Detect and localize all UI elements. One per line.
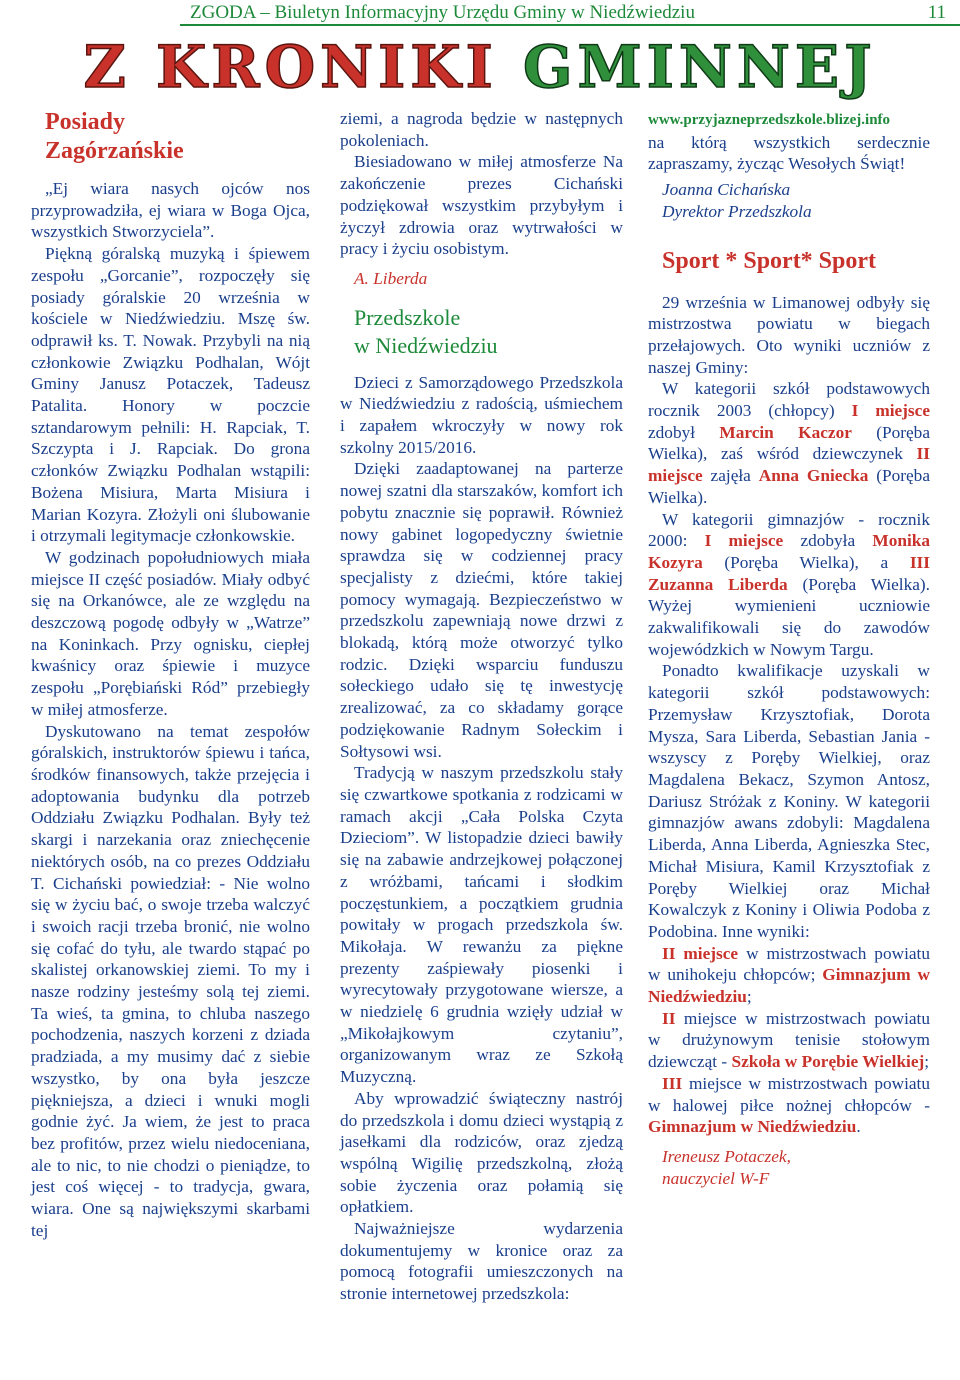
school-name: Gimnazjum w Niedźwiedziu [648, 965, 931, 1007]
text-run: ; [746, 987, 752, 1007]
masthead-part2: GMINNEJ [523, 33, 877, 101]
article2-signature-name: Joanna Cichańska [662, 180, 791, 200]
athlete-name: Monika Kozyra [648, 531, 931, 572]
article1-paragraph: Piękną góralską muzyką i śpiewem zespołu „Gorcanie”, rozpoczęły się posiady góralskie 20 września w kościele w Niedźwiedziu. Mszę św. odprawił ks. T. Nowak. Przybyli na nią członkowie Związku Podhalan, Wójt Gminy Janusz Potaczek, Tadeusz Patalita. Honory w poczcie sztandarowym pełnili: H. Rapciak, T. Szczypta i J. Rapciak. Do grona członków Związku Podhalan wstąpili: Bożena Misiura, Marta Misiura i Marian Kozyra. Złożyli oni ślubowanie i otrzymali legitymacje członkowskie. [31, 244, 310, 546]
column-3 [648, 108, 930, 1189]
placement: II miejsce [662, 943, 739, 963]
article3-title: Sport * Sport* Sport [662, 247, 877, 274]
article2-paragraph: Tradycją w naszym przedszkolu stały się czwartkowe spotkania z rodzicami w ramach akcji „Cała Polska Czyta Dzieciom”. W listopadzie dzieci bawiły się na zabawie andrzejkowej połączonej z wróżbami, tańcami i słodkim poczęstunkiem, a początkiem grudnia powitały w progach przedszkola św. Mikołaja. W rewanżu za piękne prezenty zaśpiewały piosenki i wyrecytowały przygotowane wiersze, a w niedzielę 6 grudnia wzięły udział w „Mikołajkowym czytaniu”, organizowanym wraz ze Szkołą Muzyczną. [340, 763, 623, 1087]
bulletin-title: ZGODA – Biuletyn Informacyjny Urzędu Gminy w Niedźwiedziu [190, 2, 695, 23]
article3-paragraph: 29 września w Limanowej odbyły się mistrzostwa powiatu w biegach przełajowych. Oto wyniki uczniów z naszej Gminy: [648, 292, 930, 377]
placement: I miejsce [851, 401, 931, 421]
text-run: W kategorii gimnazjów - rocznik 2000: [648, 509, 930, 551]
masthead-part1: Z KRONIKI [83, 33, 523, 101]
text-run: w mistrzostwach powiatu w unihokeju chłopców; [648, 943, 930, 985]
article2-url[interactable] [648, 108, 930, 132]
article2-paragraph: Najważniejsze wydarzenia dokumentujemy w kronice oraz za pomocą fotografii umieszczonych na stronie internetowej przedszkola: [340, 1219, 623, 1304]
school-name: Gimnazjum w Niedźwiedziu [648, 1117, 857, 1137]
article3-paragraph: Ponadto kwalifikacje uzyskali w kategorii szkół podstawowych: Przemysław Krzysztofiak, Dorota Mysza, Sara Liberda, Sebastian Jania - wszyscy z Poręby Wielkiej, oraz Magdalena Bekacz, Szymon Antosz, Dariusz Stróżak z Koniny. W kategorii gimnazjów awans zdobyli: Magdalena Liberda, Anna Liberda, Agnieszka Stec, Michał Misiura, Kamil Krzysztofiak z Poręby Wielkiej oraz Michał Kowalczyk z Koniny i Oliwia Podoba z Podobina. Inne wyniki: [648, 661, 930, 941]
placement: I miejsce [704, 531, 784, 551]
text-run: (Poręba Wielka), a [702, 552, 910, 572]
athlete-name: Marcin Kaczor [719, 422, 852, 442]
article3-paragraph [648, 509, 930, 661]
article2-paragraph: Dzieci z Samorządowego Przedszkola w Niedźwiedziu z radością, uśmiechem i zapałem wkroczyły w nowy rok szkolny 2015/2016. [340, 372, 623, 457]
placement: II miejsce [648, 444, 930, 486]
text-run: (Poręba Wielka). Wyżej wymienieni uczniowie zakwalifikowali się do zawodów wojewódzkich w Nowym Targu. [648, 574, 930, 659]
article2-title-line1: Przedszkole [354, 304, 461, 330]
page-number: 11 [927, 2, 946, 23]
text-run: miejsce w mistrzostwach powiatu w drużynowym tenisie stołowym dziewcząt - [648, 1008, 930, 1072]
page-header [0, 0, 960, 26]
article1-paragraph: Dyskutowano na temat zespołów góralskich, instruktorów śpiewu i tańca, środków finansowych, także przejęcia i adoptowania budynku dla potrzeb Oddziału Związku Podhalan. Były też skargi i narzekania oraz zniechęcenie niektórych osób, na co prezes Oddziału T. Cichański powiedział: - Nie wolno się w życiu bać, o swoje trzeba walczyć i swoich racji trzeba bronić, nie wolno się cofać do tyłu, ale twardo stąpać po skalistej orkanowskiej ziemi. To my i nasze rodziny jesteśmy solą tej ziemi. Ta wieś, ta gmina, to chluba naszego pochodzenia, naszych korzeni z dziada pradziada, a my musimy dać z siebie wszystko, by ona była jeszcze piękniejsza, a dzieci i wnuki mogli godnie żyć. Ja wiem, że jest to praca bez profitów, przez wielu niedoceniana, ale to nic, to nie chodzi o pieniądze, to jest coś więcej - to tradycja, gwara, wiara. One są największymi skarbami tej [31, 721, 310, 1240]
article3-paragraph [648, 943, 930, 1008]
article1-closing: Biesiadowano w miłej atmosferze Na zakończenie prezes Cichański podziękował wszystkim przybyłym i życzył zdrowia oraz wytrwałości w pracy i życiu osobistym. [340, 152, 623, 259]
athlete-name: III Zuzanna Liberda [648, 552, 930, 594]
text-run: zdobył [648, 422, 720, 442]
text-run: miejsce w mistrzostwach powiatu w halowej piłce nożnej chłopców - [648, 1073, 930, 1115]
text-run: (Poręba Wielka), zaś wśród dziewczynek [648, 422, 930, 464]
article1-paragraph: W godzinach popołudniowych miała miejsce II część posiadów. Miały odbyć się na Orkanówce, ale ze względu na deszczową pogodę odbyły w „Watrze” na Koninkach. Przy ognisku, ciepłej kwaśnicy oraz śpiewie i muzyce zespołu „Porębiański Ród” przebiegły w miłej atmosferze. [31, 547, 310, 719]
article2-title-line2: w Niedźwiedziu [354, 332, 498, 358]
text-run: ; [924, 1052, 930, 1072]
article1-title-line1: Posiady [45, 109, 126, 135]
article2-after-url: na którą wszystkich serdecznie zapraszamy, życząc Wesołych Świąt! [648, 132, 930, 174]
section-masthead [30, 33, 930, 101]
article3-paragraph [648, 1008, 930, 1073]
athlete-name: Anna Gniecka [758, 466, 869, 486]
placement: II [662, 1008, 676, 1028]
text-run: zdobyła [783, 531, 873, 551]
school-name: Szkoła w Porębie Wielkiej [731, 1052, 925, 1072]
article1-continuation: ziemi, a nagroda będzie w następnych pokoleniach. [340, 109, 623, 150]
column-2 [340, 108, 623, 1305]
article2-paragraph: Aby wprowadzić świąteczny nastrój do przedszkola i domu dzieci wystąpią z jasełkami dla rodziców, oraz zjedzą wspólną Wigilię przedszkolną, złożą sobie życzenia oraz połamią się opłatkiem. [340, 1088, 623, 1217]
article1-signature: A. Liberda [354, 268, 428, 288]
text-run: . [856, 1117, 861, 1137]
article3-signature-role: nauczyciel W-F [662, 1168, 770, 1188]
text-run: zajęła [702, 466, 759, 486]
header-rule [180, 24, 960, 26]
text-run: (Poręba Wielka). [648, 466, 930, 507]
article1-title-line2: Zagórzańskie [45, 138, 184, 164]
kindergarten-website-link[interactable]: www.przyjazneprzedszkole.blizej.info [648, 112, 891, 128]
article1-paragraph: „Ej wiara nasych ojców nos przyprowadziła, ej wiara w Boga Ojca, wszystkich Stworzyciela”. [31, 179, 310, 242]
article3-paragraph [648, 378, 930, 508]
article3-paragraph [648, 1073, 930, 1138]
text-run: W kategorii szkół podstawowych rocznik 2003 (chłopcy) [648, 379, 930, 421]
article2-signature-role: Dyrektor Przedszkola [662, 201, 812, 221]
article2-paragraph: Dzięki zaadaptowanej na parterze nowej szatni dla starszaków, komfort ich pobytu znacznie się poprawił. Również nowy gabinet logopedyczny świetnie sprawdza się w codziennej pracy specjalisty z dziećmi, które takiej pomocy wymagają. Bezpieczeństwo w przedszkolu zapewniają nowe drzwi z blokadą, którą może otworzyć tylko rodzic. Dzięki wsparciu funduszu sołeckiego udało się tę inwestycję zrealizować, za co składamy gorące podziękowanie Radnym Sołeckim i Sołtysowi wsi. [340, 459, 623, 761]
article3-signature-name: Ireneusz Potaczek, [662, 1146, 791, 1166]
placement: III [662, 1073, 683, 1093]
column-1 [31, 108, 310, 1241]
